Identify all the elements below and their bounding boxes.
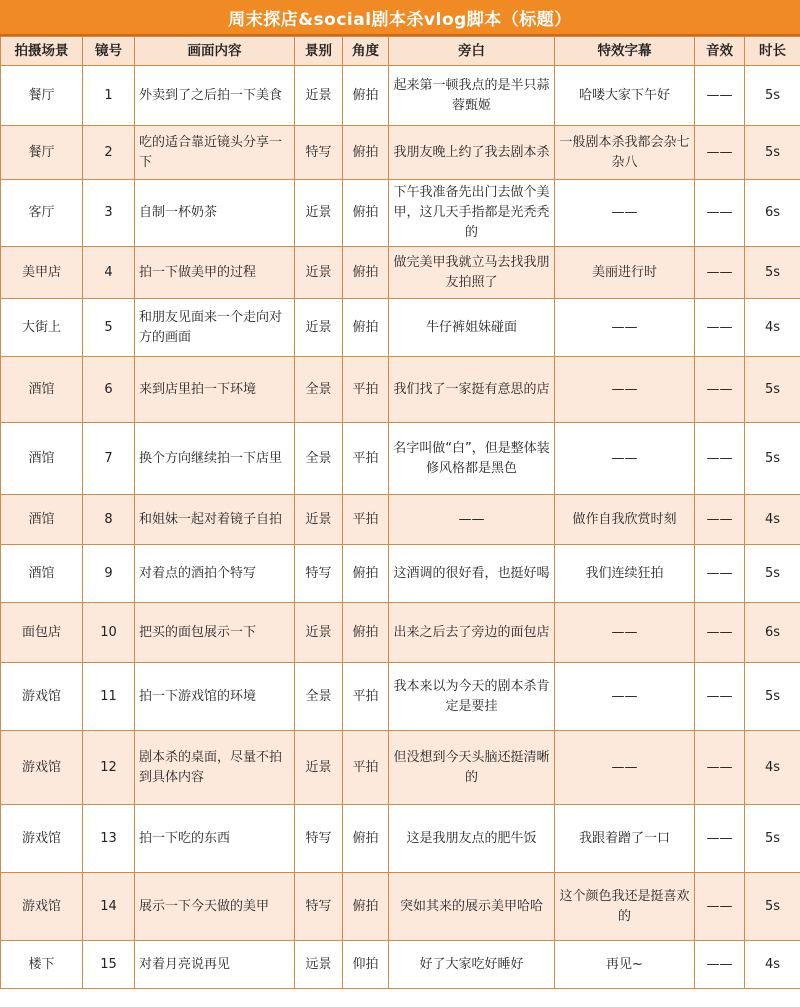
content-cell: 和姐妹一起对着镜子自拍 — [135, 495, 295, 545]
subtitle-cell: 我跟着蹭了一口 — [555, 805, 695, 873]
shot-number-cell: 7 — [83, 423, 135, 495]
table-row — [1, 66, 800, 126]
angle-cell: 俯拍 — [343, 126, 389, 180]
narration-cell: 这是我朋友点的肥牛饭 — [389, 805, 555, 873]
content-cell: 拍一下做美甲的过程 — [135, 247, 295, 299]
angle-cell: 俯拍 — [343, 873, 389, 941]
angle-cell: 平拍 — [343, 495, 389, 545]
duration-cell: 5s — [745, 247, 800, 299]
script-table — [0, 36, 800, 989]
table-row — [1, 873, 800, 941]
shot-number-cell: 11 — [83, 663, 135, 731]
content-cell: 和朋友见面来一个走向对方的画面 — [135, 299, 295, 357]
header-content: 画面内容 — [135, 37, 295, 66]
scene-cell: 客厅 — [1, 180, 83, 247]
shot-number-cell: 6 — [83, 357, 135, 423]
shot-size-cell: 特写 — [295, 126, 343, 180]
shot-size-cell: 近景 — [295, 180, 343, 247]
shot-size-cell: 近景 — [295, 66, 343, 126]
header-narration: 旁白 — [389, 37, 555, 66]
subtitle-cell: —— — [555, 299, 695, 357]
table-row — [1, 126, 800, 180]
narration-cell: 牛仔裤姐妹碰面 — [389, 299, 555, 357]
shot-size-cell: 近景 — [295, 495, 343, 545]
content-cell: 把买的面包展示一下 — [135, 603, 295, 663]
sound-cell: —— — [695, 603, 745, 663]
shot-number-cell: 4 — [83, 247, 135, 299]
shot-size-cell: 全景 — [295, 357, 343, 423]
shot-size-cell: 近景 — [295, 247, 343, 299]
table-row — [1, 495, 800, 545]
header-shot-size: 景别 — [295, 37, 343, 66]
shot-size-cell: 近景 — [295, 603, 343, 663]
table-row — [1, 357, 800, 423]
scene-cell: 酒馆 — [1, 495, 83, 545]
table-header-row — [1, 37, 800, 66]
narration-cell: 我们找了一家挺有意思的店 — [389, 357, 555, 423]
duration-cell: 4s — [745, 299, 800, 357]
angle-cell: 俯拍 — [343, 180, 389, 247]
narration-cell: 突如其来的展示美甲哈哈 — [389, 873, 555, 941]
content-cell: 拍一下吃的东西 — [135, 805, 295, 873]
content-cell: 来到店里拍一下环境 — [135, 357, 295, 423]
header-duration: 时长 — [745, 37, 800, 66]
duration-cell: 4s — [745, 495, 800, 545]
sound-cell: —— — [695, 299, 745, 357]
sound-cell: —— — [695, 180, 745, 247]
shot-number-cell: 5 — [83, 299, 135, 357]
subtitle-cell: 这个颜色我还是挺喜欢的 — [555, 873, 695, 941]
duration-cell: 5s — [745, 545, 800, 603]
content-cell: 吃的适合靠近镜头分享一下 — [135, 126, 295, 180]
table-row — [1, 805, 800, 873]
content-cell: 外卖到了之后拍一下美食 — [135, 66, 295, 126]
shot-number-cell: 12 — [83, 731, 135, 805]
subtitle-cell: 哈喽大家下午好 — [555, 66, 695, 126]
narration-cell: 起来第一顿我点的是半只蒜蓉甄姬 — [389, 66, 555, 126]
sound-cell: —— — [695, 941, 745, 989]
table-row — [1, 731, 800, 805]
shot-size-cell: 全景 — [295, 663, 343, 731]
shot-size-cell: 全景 — [295, 423, 343, 495]
narration-cell: 我本来以为今天的剧本杀肯定是要挂 — [389, 663, 555, 731]
subtitle-cell: —— — [555, 357, 695, 423]
table-row — [1, 423, 800, 495]
narration-cell: 但没想到今天头脑还挺清晰的 — [389, 731, 555, 805]
shot-size-cell: 近景 — [295, 731, 343, 805]
scene-cell: 面包店 — [1, 603, 83, 663]
sound-cell: —— — [695, 873, 745, 941]
angle-cell: 俯拍 — [343, 299, 389, 357]
duration-cell: 5s — [745, 663, 800, 731]
narration-cell: 我朋友晚上约了我去剧本杀 — [389, 126, 555, 180]
content-cell: 剧本杀的桌面，尽量不拍到具体内容 — [135, 731, 295, 805]
sound-cell: —— — [695, 731, 745, 805]
subtitle-cell: —— — [555, 731, 695, 805]
table-row — [1, 545, 800, 603]
sound-cell: —— — [695, 126, 745, 180]
scene-cell: 游戏馆 — [1, 663, 83, 731]
sound-cell: —— — [695, 66, 745, 126]
subtitle-cell: 一般剧本杀我都会杂七杂八 — [555, 126, 695, 180]
duration-cell: 5s — [745, 66, 800, 126]
subtitle-cell: —— — [555, 663, 695, 731]
scene-cell: 游戏馆 — [1, 805, 83, 873]
scene-cell: 大街上 — [1, 299, 83, 357]
content-cell: 对着点的酒拍个特写 — [135, 545, 295, 603]
sound-cell: —— — [695, 805, 745, 873]
sound-cell: —— — [695, 495, 745, 545]
narration-cell: 好了大家吃好睡好 — [389, 941, 555, 989]
duration-cell: 4s — [745, 941, 800, 989]
duration-cell: 5s — [745, 126, 800, 180]
sound-cell: —— — [695, 545, 745, 603]
shot-number-cell: 1 — [83, 66, 135, 126]
scene-cell: 酒馆 — [1, 357, 83, 423]
duration-cell: 5s — [745, 805, 800, 873]
shot-size-cell: 特写 — [295, 545, 343, 603]
scene-cell: 游戏馆 — [1, 873, 83, 941]
table-row — [1, 663, 800, 731]
angle-cell: 平拍 — [343, 357, 389, 423]
table-row — [1, 299, 800, 357]
header-subtitle: 特效字幕 — [555, 37, 695, 66]
shot-number-cell: 3 — [83, 180, 135, 247]
scene-cell: 游戏馆 — [1, 731, 83, 805]
duration-cell: 4s — [745, 731, 800, 805]
shot-size-cell: 远景 — [295, 941, 343, 989]
duration-cell: 5s — [745, 873, 800, 941]
sound-cell: —— — [695, 357, 745, 423]
table-row — [1, 180, 800, 247]
content-cell: 展示一下今天做的美甲 — [135, 873, 295, 941]
shot-number-cell: 10 — [83, 603, 135, 663]
duration-cell: 5s — [745, 423, 800, 495]
table-row — [1, 941, 800, 989]
angle-cell: 俯拍 — [343, 603, 389, 663]
header-shot-number: 镜号 — [83, 37, 135, 66]
narration-cell: 名字叫做“白”，但是整体装修风格都是黑色 — [389, 423, 555, 495]
page-title: 周末探店&social剧本杀vlog脚本（标题） — [0, 0, 800, 36]
scene-cell: 酒馆 — [1, 423, 83, 495]
subtitle-cell: —— — [555, 603, 695, 663]
shot-size-cell: 近景 — [295, 299, 343, 357]
shot-number-cell: 14 — [83, 873, 135, 941]
angle-cell: 俯拍 — [343, 805, 389, 873]
angle-cell: 俯拍 — [343, 247, 389, 299]
header-sound: 音效 — [695, 37, 745, 66]
shot-number-cell: 15 — [83, 941, 135, 989]
subtitle-cell: 做作自我欣赏时刻 — [555, 495, 695, 545]
scene-cell: 餐厅 — [1, 126, 83, 180]
subtitle-cell: —— — [555, 180, 695, 247]
header-angle: 角度 — [343, 37, 389, 66]
angle-cell: 俯拍 — [343, 66, 389, 126]
shot-number-cell: 2 — [83, 126, 135, 180]
content-cell: 拍一下游戏馆的环境 — [135, 663, 295, 731]
shot-size-cell: 特写 — [295, 805, 343, 873]
angle-cell: 平拍 — [343, 423, 389, 495]
narration-cell: 下午我准备先出门去做个美甲，这几天手指都是光秃秃的 — [389, 180, 555, 247]
content-cell: 对着月亮说再见 — [135, 941, 295, 989]
angle-cell: 俯拍 — [343, 545, 389, 603]
scene-cell: 餐厅 — [1, 66, 83, 126]
scene-cell: 美甲店 — [1, 247, 83, 299]
narration-cell: 出来之后去了旁边的面包店 — [389, 603, 555, 663]
shot-number-cell: 13 — [83, 805, 135, 873]
content-cell: 自制一杯奶茶 — [135, 180, 295, 247]
angle-cell: 平拍 — [343, 731, 389, 805]
subtitle-cell: 我们连续狂拍 — [555, 545, 695, 603]
scene-cell: 酒馆 — [1, 545, 83, 603]
sound-cell: —— — [695, 423, 745, 495]
angle-cell: 仰拍 — [343, 941, 389, 989]
shot-size-cell: 特写 — [295, 873, 343, 941]
subtitle-cell: 美丽进行时 — [555, 247, 695, 299]
subtitle-cell: 再见~ — [555, 941, 695, 989]
header-scene: 拍摄场景 — [1, 37, 83, 66]
angle-cell: 平拍 — [343, 663, 389, 731]
shot-number-cell: 8 — [83, 495, 135, 545]
sound-cell: —— — [695, 247, 745, 299]
narration-cell: 做完美甲我就立马去找我朋友拍照了 — [389, 247, 555, 299]
duration-cell: 6s — [745, 180, 800, 247]
duration-cell: 5s — [745, 357, 800, 423]
duration-cell: 6s — [745, 603, 800, 663]
table-row — [1, 247, 800, 299]
scene-cell: 楼下 — [1, 941, 83, 989]
narration-cell: —— — [389, 495, 555, 545]
content-cell: 换个方向继续拍一下店里 — [135, 423, 295, 495]
table-row — [1, 603, 800, 663]
shot-number-cell: 9 — [83, 545, 135, 603]
sound-cell: —— — [695, 663, 745, 731]
narration-cell: 这酒调的很好看，也挺好喝 — [389, 545, 555, 603]
subtitle-cell: —— — [555, 423, 695, 495]
